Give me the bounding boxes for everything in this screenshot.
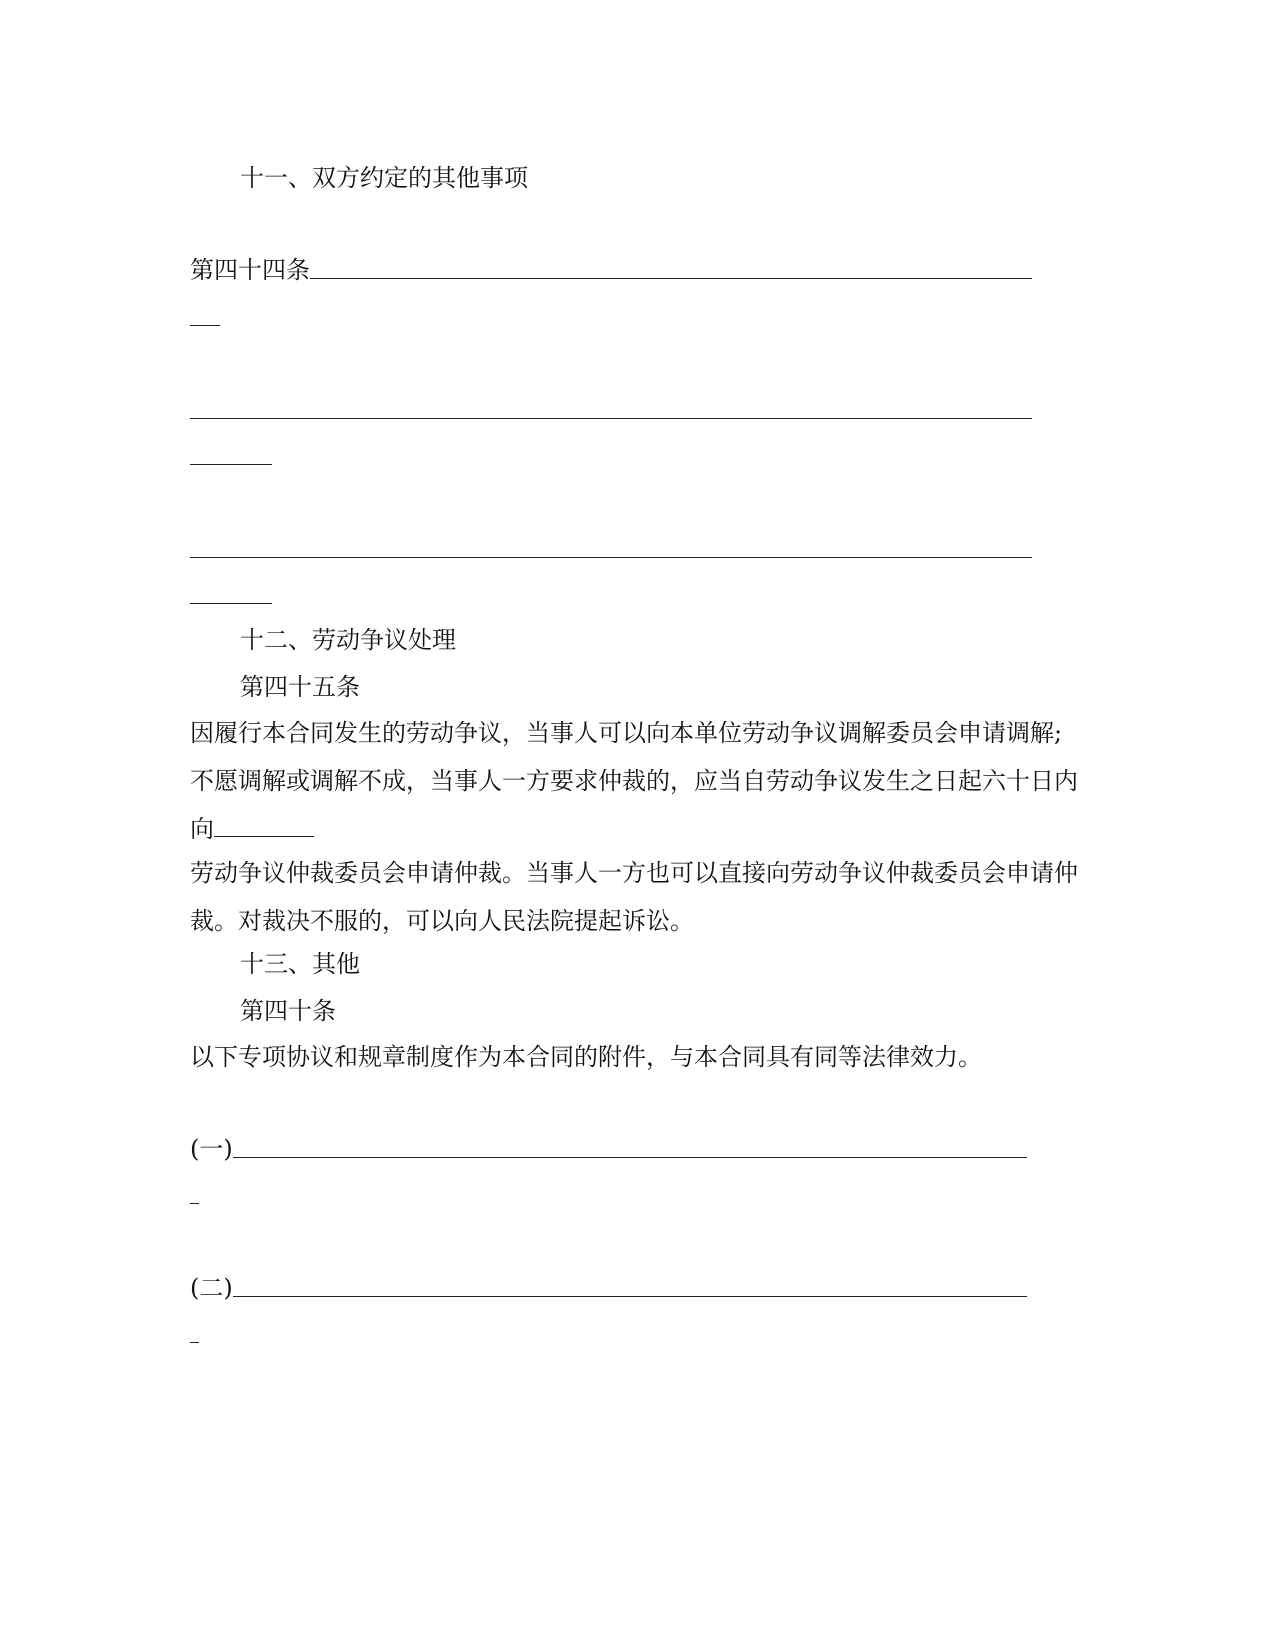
blank-line-tail[interactable] xyxy=(190,325,220,326)
article-44-row xyxy=(190,255,1032,285)
section-heading-13: 十三、其他 xyxy=(240,950,360,978)
item-1-label: (一) xyxy=(190,1135,233,1163)
blank-line-row-3-tail xyxy=(190,580,272,610)
attachment-item-2 xyxy=(190,1273,1027,1303)
blank-line-tail[interactable] xyxy=(190,1203,199,1204)
blank-line[interactable] xyxy=(190,557,1032,558)
item-2-blank-line[interactable] xyxy=(233,1296,1027,1297)
blank-line-row-2 xyxy=(190,395,1032,425)
section-heading-12: 十二、劳动争议处理 xyxy=(240,626,456,654)
article-40-label: 第四十条 xyxy=(240,997,336,1025)
section-heading-11: 十一、双方约定的其他事项 xyxy=(240,164,528,192)
article-44-blank-continuation xyxy=(190,302,220,332)
attachment-item-2-tail xyxy=(190,1319,199,1349)
article-45-label: 第四十五条 xyxy=(240,673,360,701)
article-45-paragraph-1 xyxy=(190,709,1080,853)
article-45-paragraph-2: 劳动争议仲裁委员会申请仲裁。当事人一方也可以直接向劳动争议仲裁委员会申请仲裁。对裁决不服的，可以向人民法院提起诉讼。 xyxy=(190,859,1078,935)
item-1-blank-line[interactable] xyxy=(233,1157,1027,1158)
blank-line[interactable] xyxy=(190,418,1032,419)
article-40-text: 以下专项协议和规章制度作为本合同的附件，与本合同具有同等法律效力。 xyxy=(190,1043,982,1071)
attachment-item-1-tail xyxy=(190,1180,199,1210)
article-45-text-part1: 因履行本合同发生的劳动争议，当事人可以向本单位劳动争议调解委员会申请调解;不愿调解或调解不成，当事人一方要求仲裁的，应当自劳动争议发生之日起六十日内向 xyxy=(190,719,1078,843)
blank-line-tail[interactable] xyxy=(190,603,272,604)
blank-line-tail[interactable] xyxy=(190,1342,199,1343)
arbitration-committee-blank[interactable] xyxy=(214,814,314,837)
blank-line-row-2-tail xyxy=(190,441,272,471)
article-44-label: 第四十四条 xyxy=(190,256,310,284)
item-2-label: (二) xyxy=(190,1274,233,1302)
article-44-blank-line[interactable] xyxy=(310,278,1032,279)
blank-line-row-3 xyxy=(190,534,1032,564)
attachment-item-1 xyxy=(190,1134,1027,1164)
blank-line-tail[interactable] xyxy=(190,464,272,465)
